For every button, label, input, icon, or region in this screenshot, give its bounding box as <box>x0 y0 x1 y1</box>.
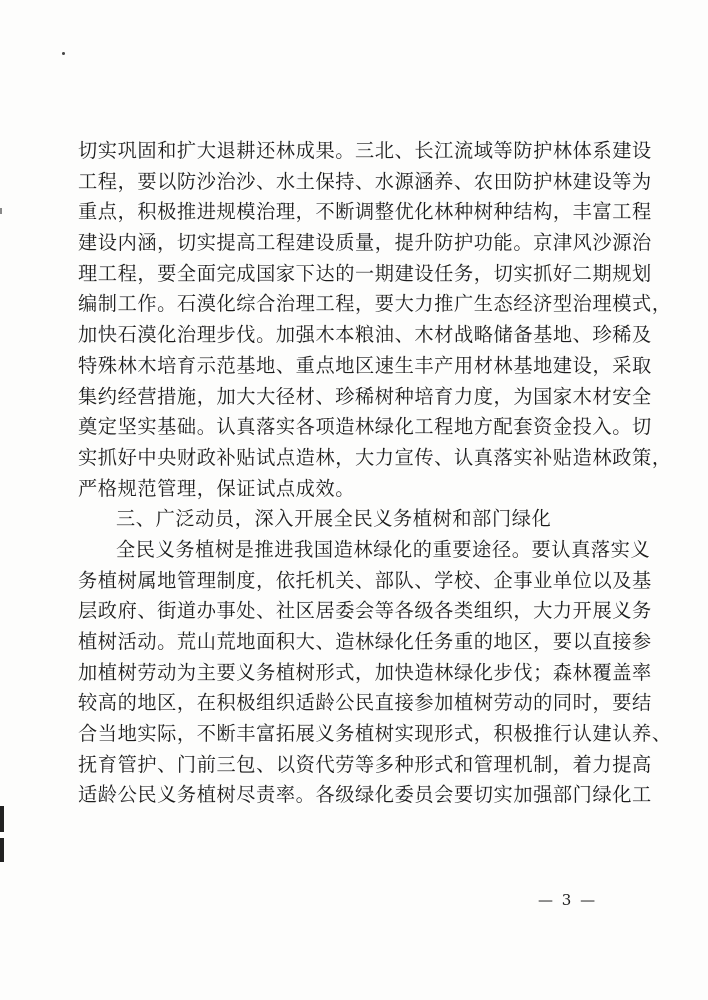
paragraph-line: 适龄公民义务植树尽责率。各级绿化委员会要切实加强部门绿化工 <box>78 783 652 807</box>
paragraph-line: 植树活动。荒山荒地面积大、造林绿化任务重的地区，要以直接参 <box>78 630 652 653</box>
scan-edge-mark <box>0 806 4 832</box>
body-text <box>78 136 672 811</box>
paragraph-line: 特殊林木培育示范基地、重点地区速生丰产用材林基地建设，采取 <box>78 353 652 377</box>
paragraph-line: 实抓好中央财政补贴试点造林，大力宣传、认真落实补贴造林政策， <box>78 445 672 469</box>
paragraph-line: 集约经营措施，加大大径材、珍稀树种培育力度，为国家木材安全 <box>78 384 652 408</box>
scan-edge-mark <box>0 208 2 214</box>
section-heading: 三、广泛动员，深入开展全民义务植树和部门绿化 <box>116 507 552 531</box>
paragraph-line: 重点，积极推进规模治理，不断调整优化林种树种结构，丰富工程 <box>78 200 652 224</box>
paragraph-line: 加植树劳动为主要义务植树形式，加快造林绿化步伐；森林覆盖率 <box>78 660 652 684</box>
paragraph-line: 务植树属地管理制度，依托机关、部队、学校、企事业单位以及基 <box>78 568 652 592</box>
scan-speck <box>62 52 65 55</box>
paragraph-line: 严格规范管理，保证试点成效。 <box>78 476 356 500</box>
paragraph-line: 理工程，要全面完成国家下达的一期建设任务，切实抓好二期规划 <box>78 261 652 285</box>
page-number: — 3 — <box>538 891 598 909</box>
paragraph-line: 奠定坚实基础。认真落实各项造林绿化工程地方配套资金投入。切 <box>78 415 652 439</box>
paragraph-line: 建设内涵，切实提高工程建设质量，提升防护功能。京津风沙源治 <box>78 231 652 255</box>
paragraph-line: 层政府、街道办事处、社区居委会等各级各类组织，大力开展义务 <box>78 599 652 623</box>
paragraph-line: 工程，要以防沙治沙、水土保持、水源涵养、农田防护林建设等为 <box>78 169 652 193</box>
paragraph-line: 较高的地区，在积极组织适龄公民直接参加植树劳动的同时，要结 <box>78 691 652 715</box>
paragraph-line: 合当地实际，不断丰富拓展义务植树实现形式，积极推行认建认养、 <box>78 722 672 746</box>
paragraph-line: 切实巩固和扩大退耕还林成果。三北、长江流域等防护林体系建设 <box>78 139 652 162</box>
scan-edge-mark <box>0 838 4 862</box>
paragraph-line: 抚育管护、门前三包、以资代劳等多种形式和管理机制，着力提高 <box>78 752 652 776</box>
paragraph-line: 加快石漠化治理步伐。加强木本粮油、木材战略储备基地、珍稀及 <box>78 323 652 347</box>
paragraph-line: 编制工作。石漠化综合治理工程，要大力推广生态经济型治理模式， <box>78 292 672 316</box>
paragraph-line: 全民义务植树是推进我国造林绿化的重要途径。要认真落实义 <box>116 537 651 561</box>
